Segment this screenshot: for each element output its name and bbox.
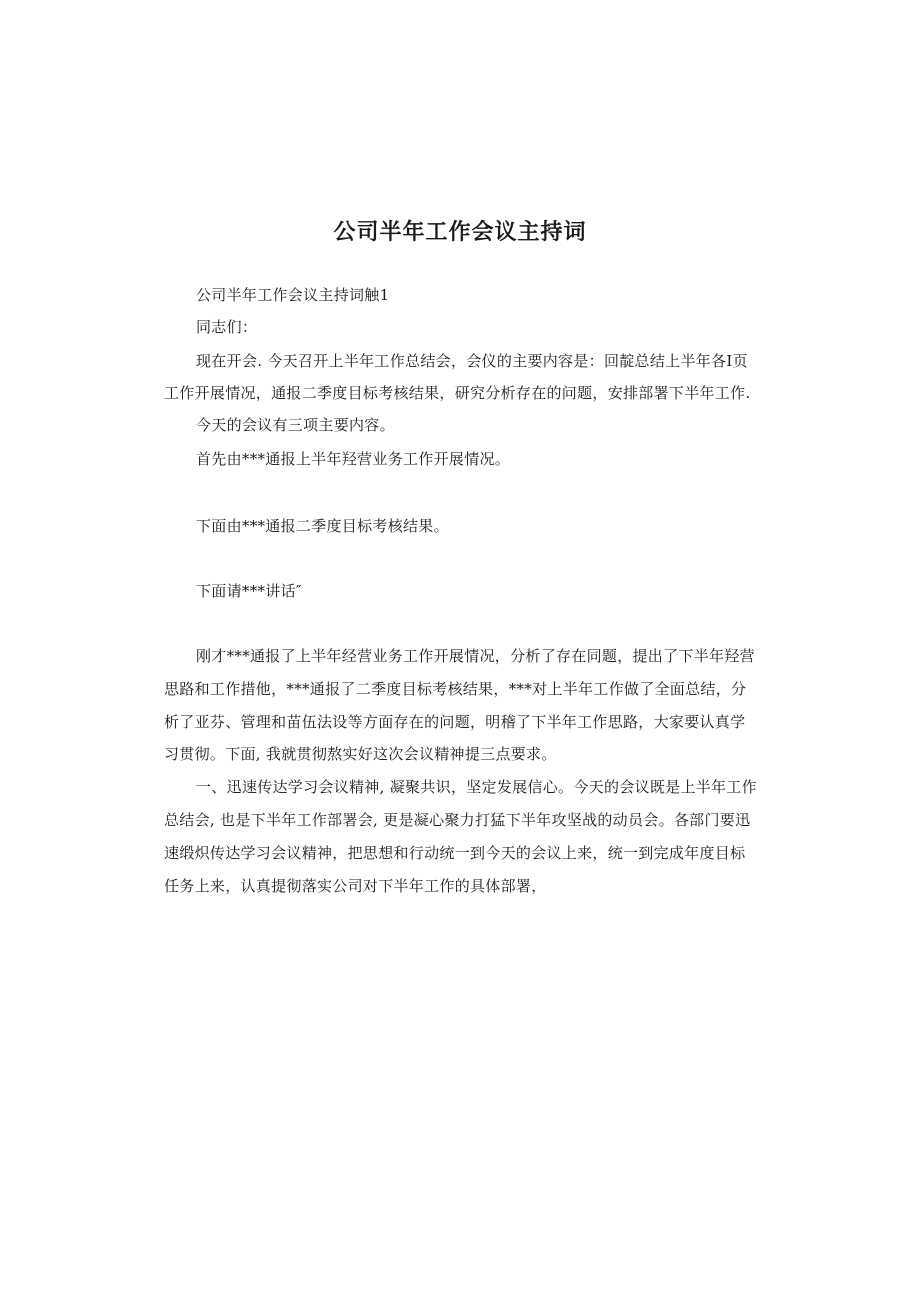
paragraph-line: 下面请***讲话″ bbox=[196, 582, 302, 600]
paragraph-line: 刚才***通报了上半年经营业务工作开展情况，分析了存在同题，提出了下半年羟营 bbox=[196, 647, 755, 665]
subtitle-line: 公司半年工作会议主持词触1 bbox=[196, 286, 390, 304]
paragraph-line: 习贯彻。下面, 我就贯彻熬实好这次会议精神提三点要求。 bbox=[164, 745, 557, 763]
paragraph-line: 任务上来，认真提彻落实公司对下半年工作的具体部署， bbox=[164, 877, 547, 895]
paragraph-line: 一、迅速传达学习会议精神, 凝聚共识，坚定发展信心。今天的会议既是上半年工作 bbox=[196, 778, 757, 796]
paragraph-line: 析了亚芬、管理和苗伍法设等方面存在的问题，明稽了下半年工作思路，大家要认真学 bbox=[164, 713, 746, 731]
paragraph-line: 今天的会议有三项主要内容。 bbox=[196, 416, 395, 434]
greeting-line: 同志们： bbox=[196, 318, 258, 336]
paragraph-line: 总结会, 也是下半年工作部署会, 更是凝心聚力打猛下半年攻坚战的动员会。各部门要迅 bbox=[164, 811, 751, 829]
paragraph-line: 首先由***通报上半年羟营业务工作开展情况。 bbox=[196, 450, 511, 468]
paragraph-line: 下面由***通报二季度目标考核结果。 bbox=[196, 517, 449, 535]
document-title: 公司半年工作会议主持词 bbox=[333, 220, 587, 245]
paragraph-line: 现在开会. 今天召开上半年工作总结会，会仪的主要内容是：回靛总结上半年各I页 bbox=[196, 352, 748, 370]
paragraph-line: 工作开展情况，通报二季度目标考核结果，研究分析存在的问题，安排部署下半年工作. bbox=[164, 384, 751, 402]
paragraph-line: 思路和工作措他，***通报了二季度目标考核结果，***对上半年工作做了全面总结，分 bbox=[164, 680, 747, 698]
paragraph-line: 速缎炽传达学习会议精神，把思想和行动统一到今天的会议上来，统一到完成年度目标 bbox=[164, 844, 746, 862]
